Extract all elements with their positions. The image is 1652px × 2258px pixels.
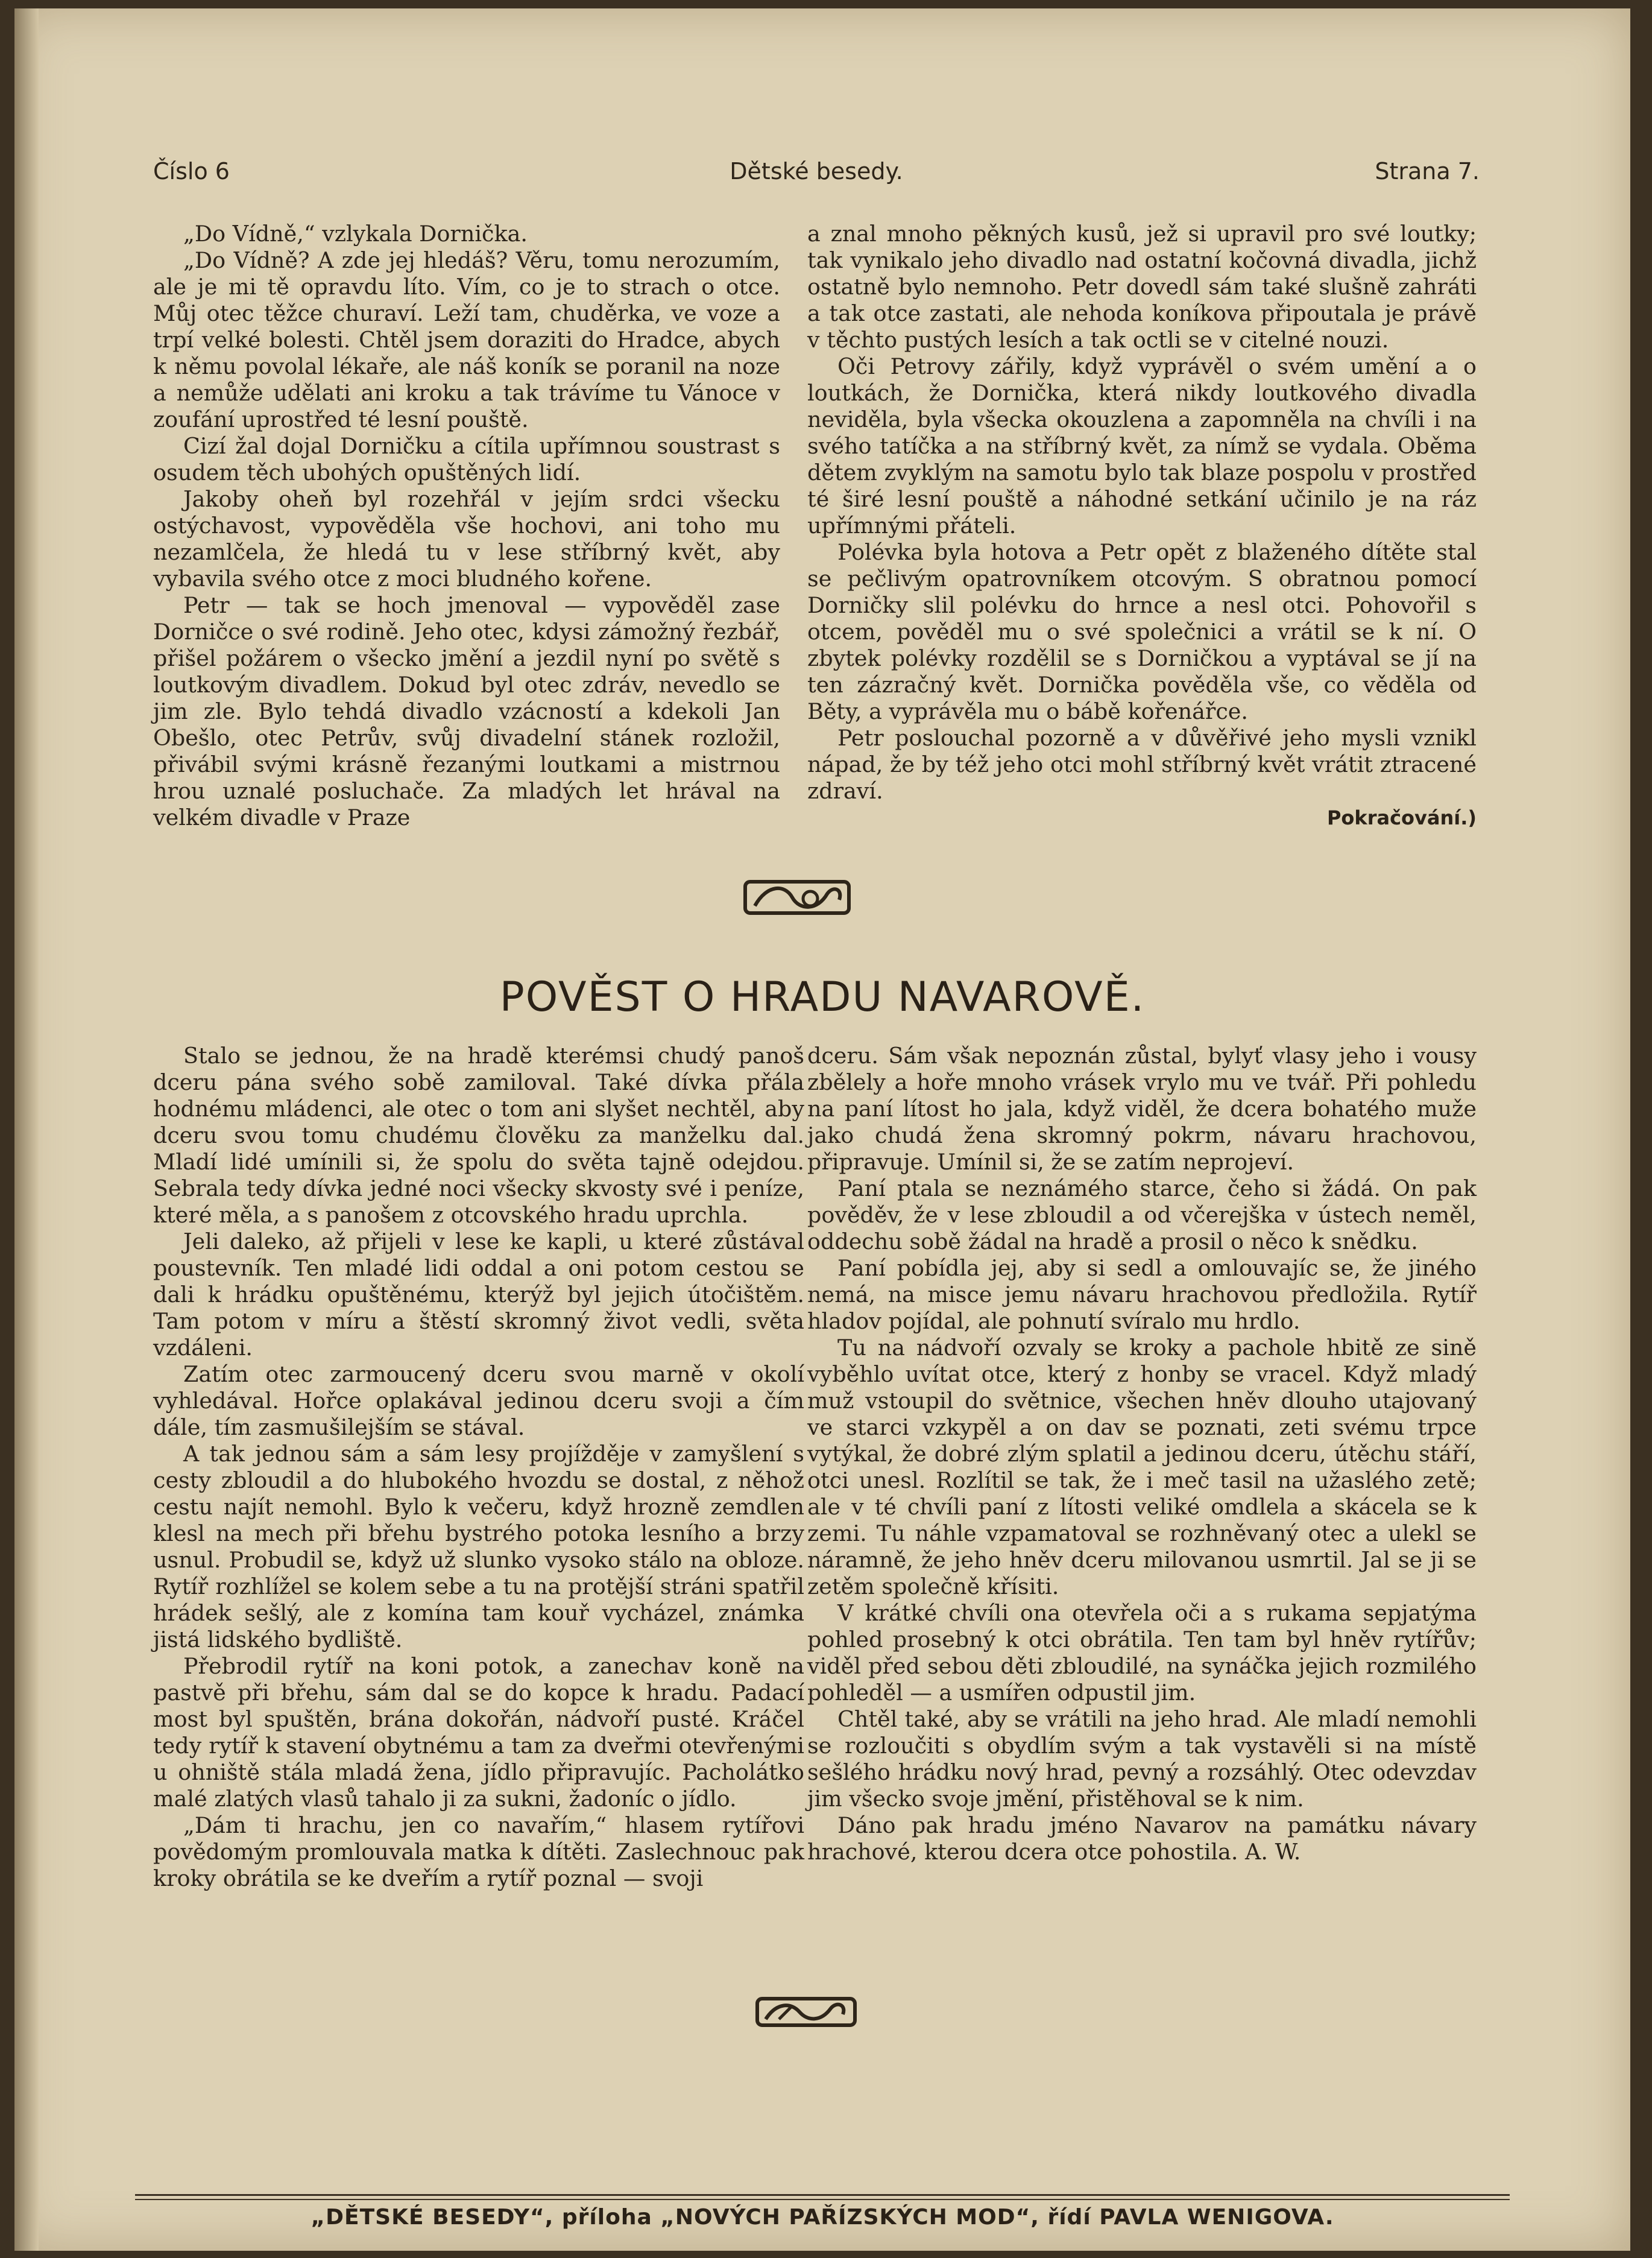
paragraph: Petr — tak se hoch jmenoval — vypověděl zase Dorničce o své rodině. Jeho otec, kdysi zámožný řezbář, přišel požárem o všecko jmění a jezdil nyní po světě s loutkovým divadlem. Dokud byl otec zdráv, nevedlo se jim zle. Bylo tehdá divadlo vzácností a kdekoli Jan Obešlo, otec Petrův, svůj divadelní stánek rozložil, přivábil svými krásně řezanými loutkami a mistrnou hrou uznalé posluchače. Za mladých let hrával na velkém divadle v Praze (153, 592, 780, 830)
footer-rule (135, 2194, 1510, 2196)
paragraph: Petr poslouchal pozorně a v důvěřivé jeho mysli vznikl nápad, že by též jeho otci mohl stříbrný květ vrátit ztracené zdraví. (807, 725, 1477, 804)
paragraph: Jakoby oheň byl rozehřál v jejím srdci všecku ostýchavost, vypověděla vše hochovi, ani toho mu nezamlčela, že hledá tu v lese stříbrný květ, aby vybavila svého otce z moci bludného kořene. (153, 486, 780, 592)
story2-title: POVĚST O HRADU NAVAROVĚ. (499, 973, 1146, 1021)
ornament-end-icon (755, 1995, 857, 2029)
paragraph: V krátké chvíli ona otevřela oči a s rukama sepjatýma pohled prosebný k otci obrátila. Ten tam byl hněv rytířův; viděl před sebou děti zbloudilé, na synáčka jejich rozmilého pohleděl — a usmířen odpustil jim. (807, 1600, 1477, 1706)
paragraph: Paní pobídla jej, aby si sedl a omlouvajíc se, že jiného nemá, na misce jemu návaru hrachovou předložila. Rytíř hladov pojídal, ale pohnutí svíralo mu hrdlo. (807, 1255, 1477, 1334)
story2-column-left (153, 1043, 804, 1892)
story1-column-right (807, 221, 1477, 831)
paragraph: Tu na nádvoří ozvaly se kroky a pachole hbitě ze sině vyběhlo uvítat otce, který z honby se vracel. Když mladý muž vstoupil do světnice, všechen hněv dlouho utajovaný ve starci vzkypěl a on dav se poznati, zeti svému trpce vytýkal, že dobré zlým splatil a jedinou dceru, útěchu stáří, otci unesl. Rozlítil se tak, že i meč tasil na užaslého zetě; ale v té chvíli paní z lítosti veliké omdlela a skácela se k zemi. Tu náhle vzpamatoval se rozhněvaný otec a ulekl se náramně, že jeho hněv dceru milovanou usmrtil. Jal se ji se zetěm společně křísiti. (807, 1335, 1477, 1599)
page-number: Strana 7. (1375, 158, 1480, 185)
paragraph: Polévka byla hotova a Petr opět z blaženého dítěte stal se pečlivým opatrovníkem otcovým. S obratnou pomocí Dorničky slil polévku do hrnce a nesl otci. Pohovořil s otcem, pověděl mu o své společnici a vrátil se k ní. O zbytek polévky rozdělil se s Dorničkou a vyptával se jí na ten zázračný květ. Dornička pověděla vše, co věděla od Běty, a vyprávěla mu o bábě kořenářce. (807, 539, 1477, 724)
paragraph: Cizí žal dojal Dorničku a cítila upřímnou soustrast s osudem těch ubohých opuštěných lidí. (153, 433, 780, 485)
publication-name: Dětské besedy. (730, 158, 903, 185)
ornament-divider-icon (743, 878, 851, 917)
binding-edge (14, 8, 39, 2251)
paragraph: „Do Vídně? A zde jej hledáš? Věru, tomu nerozumím, ale je mi tě opravdu líto. Vím, co je to strach o otce. Můj otec těžce churaví. Leží tam, chuděrka, ve voze a trpí velké bolesti. Chtěl jsem doraziti do Hradce, abych k němu povolal lékaře, ale náš koník se poranil na noze a nemůže udělati ani kroku a tak trávíme tu Vánoce v zoufání uprostřed té lesní pouště. (153, 247, 780, 432)
paragraph: A tak jednou sám a sám lesy projížděje v zamyšlení s cesty zbloudil a do hlubokého hvozdu se dostal, z něhož cestu najít nemohl. Bylo k večeru, když hrozně zemdlen klesl na mech při břehu bystrého potoka lesního a brzy usnul. Probudil se, když už slunko vysoko stálo na obloze. Rytíř rozhlížel se kolem sebe a tu na protější stráni spatřil hrádek sešlý, ale z komína tam kouř vycházel, známka jistá lidského bydliště. (153, 1441, 804, 1652)
page-footer: „DĚTSKÉ BESEDY“, příloha „NOVÝCH PAŘÍZSKÝCH MOD“, řídí PAVLA WENIGOVA. (311, 2205, 1334, 2230)
paragraph: Zatím otec zarmoucený dceru svou marně v okolí vyhledával. Hořce oplakával jedinou dceru svoji a čím dále, tím zasmušilejším se stával. (153, 1361, 804, 1440)
footer-rule (135, 2199, 1510, 2200)
continued-note: Pokračování.) (1326, 806, 1477, 829)
paragraph: „Do Vídně,“ vzlykala Dornička. (183, 221, 528, 247)
paragraph: Chtěl také, aby se vrátili na jeho hrad. Ale mladí nemohli se rozloučiti s obydlím svým a tak vystavěli si na místě sešlého hrádku nový hrad, pevný a rozsáhlý. Otec odevzdav jim všecko svoje jmění, přistěhoval se k nim. (807, 1706, 1477, 1812)
paragraph: Přebrodil rytíř na koni potok, a zanechav koně na pastvě při břehu, sám dal se do kopce k hradu. Padací most byl spuštěn, brána dokořán, nádvoří pusté. Kráčel tedy rytíř k stavení obytnému a tam za dveřmi otevřenými u ohniště stála mladá žena, jídlo připravujíc. Pacholátko malé zlatých vlasů tahalo ji za sukni, žadoníc o jídlo. (153, 1653, 804, 1812)
paragraph: Stalo se jednou, že na hradě kterémsi chudý panoš dceru pána svého sobě zamiloval. Také dívka přála hodnému mládenci, ale otec o tom ani slyšet nechtěl, aby dceru svou tomu chudému člověku za manželku dal. Mladí lidé umínili si, že spolu do světa tajně odejdou. Sebrala tedy dívka jedné noci všecky skvosty své i peníze, které měla, a s panošem z otcovského hradu uprchla. (153, 1043, 804, 1228)
paragraph: „Dám ti hrachu, jen co navařím,“ hlasem rytířovi povědomým promlouvala matka k dítěti. Zaslechnouc pak kroky obrátila se ke dveřím a rytíř poznal — svoji (153, 1812, 804, 1891)
paragraph: Oči Petrovy zářily, když vyprávěl o svém umění a o loutkách, že Dornička, která nikdy loutkového divadla neviděla, byla všecka okouzlena a zapomněla na chvíli i na svého tatíčka a na stříbrný květ, za nímž se vydala. Oběma dětem zvyklým na samotu bylo tak blaze pospolu v prostřed té širé lesní pouště a náhodné setkání učinilo je na ráz upřímnými přáteli. (807, 353, 1477, 539)
paragraph: Jeli daleko, až přijeli v lese ke kapli, u které zůstával poustevník. Ten mladé lidi oddal a oni potom cestou se dali k hrádku opuštěnému, kterýž byl jejich útočištěm. Tam potom v míru a štěstí skromný život vedli, světa vzdáleni. (153, 1229, 804, 1361)
story2-column-right (807, 1043, 1477, 1865)
paragraph: dceru. Sám však nepoznán zůstal, bylyť vlasy jeho i vousy zbělely a hoře mnoho vrásek vrylo mu ve tvář. Při pohledu na paní lítost ho jala, když viděl, že dcera bohatého muže jako chudá žena skromný pokrm, návaru hrachovou, připravuje. Umínil si, že se zatím neprojeví. (807, 1043, 1477, 1175)
newspaper-page (14, 8, 1630, 2251)
page-header (153, 158, 1480, 194)
paragraph: Paní ptala se neznámého starce, čeho si žádá. On pak pověděv, že v lese zbloudil a od včerejška v ústech neměl, oddechu sobě žádal na hradě a prosil o něco k snědku. (807, 1175, 1477, 1254)
issue-number: Číslo 6 (153, 158, 230, 185)
paragraph: Dáno pak hradu jméno Navarov na památku návary hrachové, kterou dcera otce pohostila. A. W. (807, 1812, 1477, 1865)
paragraph: a znal mnoho pěkných kusů, jež si upravil pro své loutky; tak vynikalo jeho divadlo nad ostatní kočovná divadla, jichž ostatně bylo nemnoho. Petr dovedl sám také slušně zahráti a tak otce zastati, ale nehoda koníkova připoutala je právě v těchto pustých lesích a tak octli se v citelné nouzi. (807, 221, 1477, 353)
story1-column-left (153, 221, 780, 831)
